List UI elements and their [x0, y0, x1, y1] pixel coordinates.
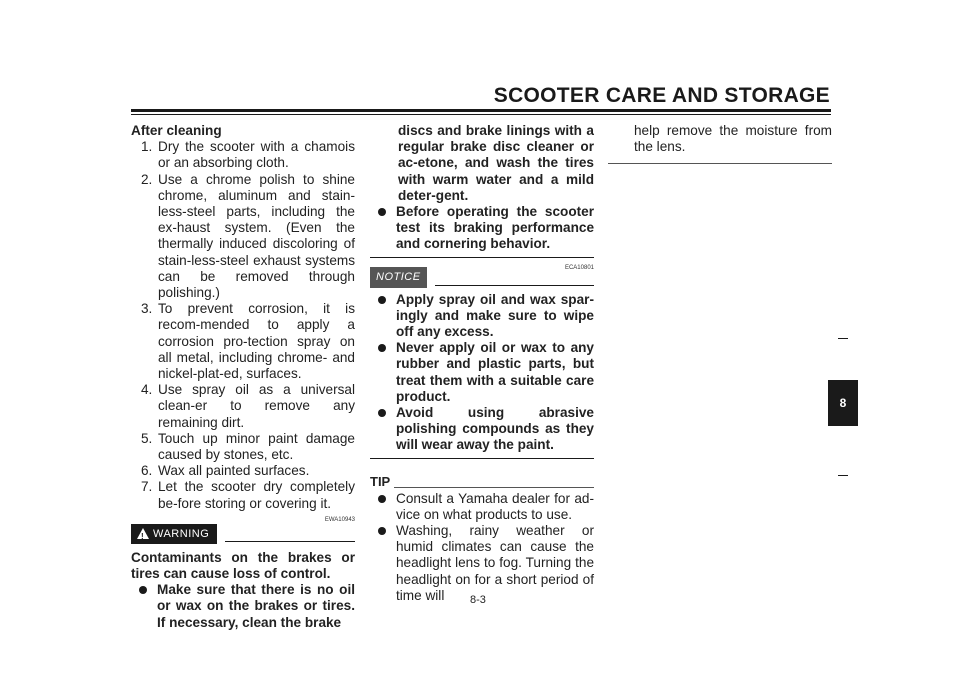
warning-intro: Contaminants on the brakes or tires can cause loss of control. — [131, 549, 355, 582]
tab-marker-top — [838, 338, 848, 339]
tip-label: TIP — [370, 474, 391, 490]
tip-end-rule — [608, 163, 832, 164]
step-item: 6. Wax all painted surfaces. — [141, 463, 310, 479]
notice-rule — [435, 285, 594, 286]
warning-bullet: Before operating the scooter test its braking performance and cornering behavior. — [370, 204, 594, 253]
warning-label-row — [131, 518, 355, 544]
tip-bullet: Consult a Yamaha dealer for ad-vice on what products to use. — [370, 491, 594, 523]
bullet-icon — [378, 344, 386, 352]
warning-rule — [225, 541, 355, 542]
notice-bullet: Never apply oil or wax to any rubber and plastic parts, but treat them with a suitable care product. — [370, 340, 594, 405]
header-rule-thin — [131, 114, 831, 115]
notice-code: ECA10801 — [564, 264, 594, 271]
column-2 — [370, 123, 594, 604]
column-3 — [608, 123, 832, 164]
notice-bullet: Apply spray oil and wax spar-ingly and make sure to wipe off any excess. — [370, 292, 594, 341]
tip-label-row — [370, 471, 594, 491]
step-item: 1. Dry the scooter with a chamois or an absorbing cloth. — [141, 139, 355, 171]
step-item: 3. To prevent corrosion, it is recom-mended to apply a corrosion pro-tection spray on all metal, including chrome- and nickel-plat-ed, surfaces. — [141, 301, 355, 382]
warning-bullet-continued: discs and brake linings with a regular brake disc cleaner or ac-etone, and wash the tires with warm water and a mild deter-gent. — [398, 123, 594, 203]
warning-triangle-icon: ! — [137, 528, 149, 539]
bullet-icon — [378, 409, 386, 417]
step-item: 7. Let the scooter dry completely be-fore storing or covering it. — [141, 479, 355, 511]
bullet-icon — [378, 296, 386, 304]
step-item: 2. Use a chrome polish to shine chrome, aluminum and stain-less-steel parts, including the ex-haust system. (Even the thermally induced discoloring of stain-less-steel exhaust systems can be removed through polishing.) — [141, 171, 355, 301]
page-header-title: SCOOTER CARE AND STORAGE — [493, 84, 830, 107]
header-rule — [131, 109, 831, 112]
notice-badge: NOTICE — [370, 267, 427, 287]
warning-bullet: Make sure that there is no oil or wax on the brakes or tires. If necessary, clean the brake — [131, 582, 355, 631]
warning-end-rule — [370, 257, 594, 258]
step-item: 5. Touch up minor paint damage caused by stones, etc. — [141, 430, 355, 463]
cleaning-steps-list — [131, 139, 355, 512]
column-1 — [131, 123, 355, 631]
notice-bullet: Avoid using abrasive polishing compounds as they will wear away the paint. — [370, 405, 594, 454]
section-heading: After cleaning — [131, 123, 222, 138]
warning-code: EWA10943 — [324, 516, 355, 523]
tab-marker-bottom — [838, 475, 848, 476]
step-item: 4. Use spray oil as a universal clean-er to remove any remaining dirt. — [141, 382, 355, 430]
bullet-icon — [378, 495, 386, 503]
chapter-tab: 8 — [828, 380, 858, 426]
notice-label-row — [370, 262, 594, 288]
bullet-icon — [378, 208, 386, 216]
notice-end-rule — [370, 458, 594, 459]
tip-continued: help remove the moisture from the lens. — [634, 123, 832, 155]
tip-bullet: Washing, rainy weather or humid climates can cause the headlight lens to fog. Turning the headlight on for a short period of time will — [370, 523, 594, 604]
bullet-icon — [139, 586, 147, 594]
bullet-icon — [378, 527, 386, 535]
tip-rule — [394, 487, 594, 488]
page-number: 8-3 — [470, 594, 486, 606]
warning-badge: ! WARNING — [131, 524, 217, 544]
